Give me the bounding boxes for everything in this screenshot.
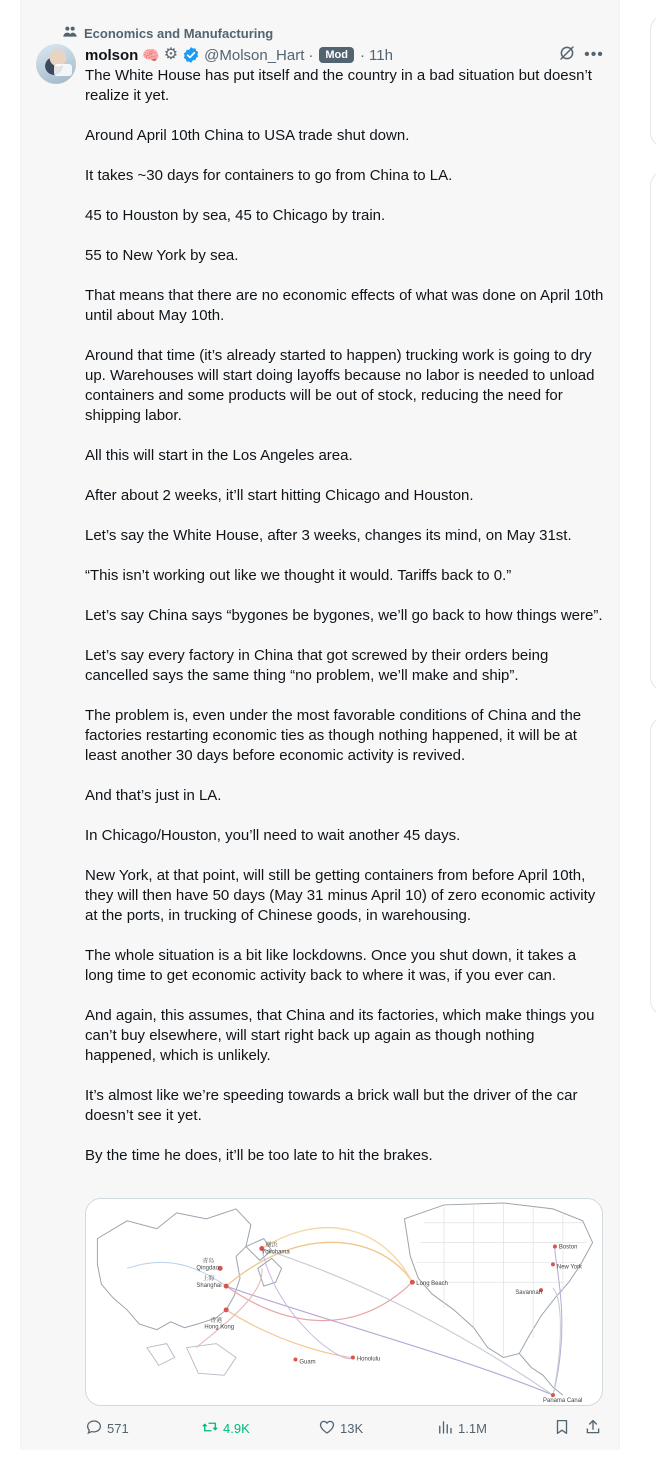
tweet-paragraph: The whole situation is a bit like lockdowns. Once you shut down, it takes a long time to get economic activity back to where it was, if you ever can. (85, 947, 577, 984)
separator-dot: · (308, 46, 314, 64)
mod-badge: Mod (319, 47, 354, 63)
sidebar-card (650, 170, 656, 692)
bookmark-button[interactable] (553, 1416, 571, 1440)
tweet-paragraph: Let’s say every factory in China that got screwed by their orders being cancelled says the same thing “no problem, we’ll make and ship”. (85, 647, 549, 684)
map-label-qingdao: 青岛 Qingdao (196, 1258, 219, 1272)
tweet-paragraph: The White House has put itself and the country in a bad situation but doesn’t realize it yet. (85, 67, 592, 104)
timeline-divider (20, 1450, 620, 1464)
grok-button[interactable] (556, 44, 578, 66)
retweet-button[interactable] (201, 1416, 250, 1440)
tweet-paragraph: And again, this assumes, that China and its factories, which make things you can’t buy elsewhere, will start right back up again as though nothing happened, which is unlikely. (85, 1007, 595, 1064)
tweet-paragraph: It’s almost like we’re speeding towards a brick wall but the driver of the car doesn’t see it yet. (85, 1087, 578, 1124)
tweet-paragraph: 55 to New York by sea. (85, 247, 239, 264)
brain-emoji: 🧠 (142, 47, 160, 63)
tweet-paragraph: It takes ~30 days for containers to go from China to LA. (85, 167, 453, 184)
retweet-icon (201, 1418, 219, 1439)
tweet-paragraph: The problem is, even under the most favorable conditions of China and the factories restarting economic ties as though nothing happened, it will be at least another 30 days before economic activity is revived. (85, 707, 582, 764)
tweet-timestamp[interactable]: 11h (369, 46, 393, 64)
map-label-guam: Guam (299, 1359, 316, 1366)
map-label-shanghai: 上海 Shanghai (196, 1276, 222, 1290)
tweet-media-image[interactable] (85, 1198, 603, 1406)
tweet-text (85, 66, 605, 1186)
tweet-paragraph: In Chicago/Houston, you’ll need to wait another 45 days. (85, 827, 461, 844)
more-options-button[interactable] (583, 44, 605, 66)
share-button[interactable] (584, 1416, 602, 1440)
sidebar-card (650, 716, 656, 1016)
tweet-paragraph: That means that there are no economic effects of what was done on April 10th until about May 10th. (85, 287, 604, 324)
community-name: Economics and Manufacturing (84, 25, 274, 41)
tweet-paragraph: “This isn’t working out like we thought it would. Tariffs back to 0.” (85, 567, 512, 584)
avatar[interactable] (36, 44, 76, 84)
user-handle[interactable]: @Molson_Hart (204, 46, 305, 64)
tweet-paragraph: By the time he does, it’ll be too late to hit the brakes. (85, 1147, 433, 1164)
views-icon (436, 1418, 454, 1439)
sidebar-card (650, 14, 656, 148)
shipping-route-map (86, 1199, 602, 1405)
map-label-hongkong: 香港 Hong Kong (204, 1317, 235, 1331)
heart-icon (318, 1418, 336, 1439)
share-icon (584, 1418, 602, 1439)
map-label-boston: Boston (558, 1244, 578, 1251)
bookmark-icon (553, 1418, 571, 1439)
map-label-longbeach: Long Beach (416, 1281, 449, 1288)
views-count: 1.1M (458, 1420, 487, 1436)
tweet-header (85, 44, 393, 66)
reply-count: 571 (107, 1420, 129, 1436)
map-label-newyork: New York (556, 1264, 583, 1271)
tweet-actions (85, 1416, 605, 1440)
tweet-paragraph: 45 to Houston by sea, 45 to Chicago by train. (85, 207, 386, 224)
retweet-count: 4.9K (223, 1420, 250, 1436)
views-button[interactable] (436, 1416, 487, 1440)
tweet-paragraph: Around that time (it’s already started to happen) trucking work is going to dry up. Warehouses will start doing layoffs because no labor is needed to unload containers and some products will be out of stock, reducing the need for shipping labor. (85, 347, 595, 424)
separator-dot: · (360, 46, 365, 64)
map-label-honolulu: Honolulu (356, 1356, 381, 1363)
tweet-paragraph: And that’s just in LA. (85, 787, 222, 804)
tweet-paragraph: Around April 10th China to USA trade shut down. (85, 127, 410, 144)
right-sidebar (620, 0, 656, 1464)
reply-icon (85, 1418, 103, 1439)
display-name[interactable]: molson (85, 46, 139, 64)
like-button[interactable] (318, 1416, 363, 1440)
left-gutter (0, 0, 20, 1464)
tweet-paragraph: Let’s say the White House, after 3 weeks, changes its mind, on May 31st. (85, 527, 572, 544)
map-label-panama: Panama Canal (543, 1398, 583, 1405)
gear-emoji: ⚙ (163, 46, 179, 63)
grok-icon (558, 44, 576, 67)
community-icon (62, 24, 78, 43)
map-label-savannah: Savannah (515, 1290, 543, 1297)
tweet-paragraph: All this will start in the Los Angeles area. (85, 447, 353, 464)
reply-button[interactable] (85, 1416, 129, 1440)
tweet-paragraph: Let’s say China says “bygones be bygones, we’ll go back to how things were”. (85, 607, 603, 624)
community-context[interactable] (62, 24, 273, 42)
map-label-yokohama: 横浜 Yokohama (261, 1242, 290, 1256)
like-count: 13K (340, 1420, 364, 1436)
tweet-paragraph: New York, at that point, will still be getting containers from before April 10th, they will then have 50 days (May 31 minus April 10) of zero economic activity at the ports, in trucking of Chinese goods, in warehousing. (85, 867, 596, 924)
verified-badge-icon (182, 46, 200, 64)
tweet-paragraph: After about 2 weeks, it’ll start hitting Chicago and Houston. (85, 487, 474, 504)
more-icon: ••• (584, 46, 604, 63)
